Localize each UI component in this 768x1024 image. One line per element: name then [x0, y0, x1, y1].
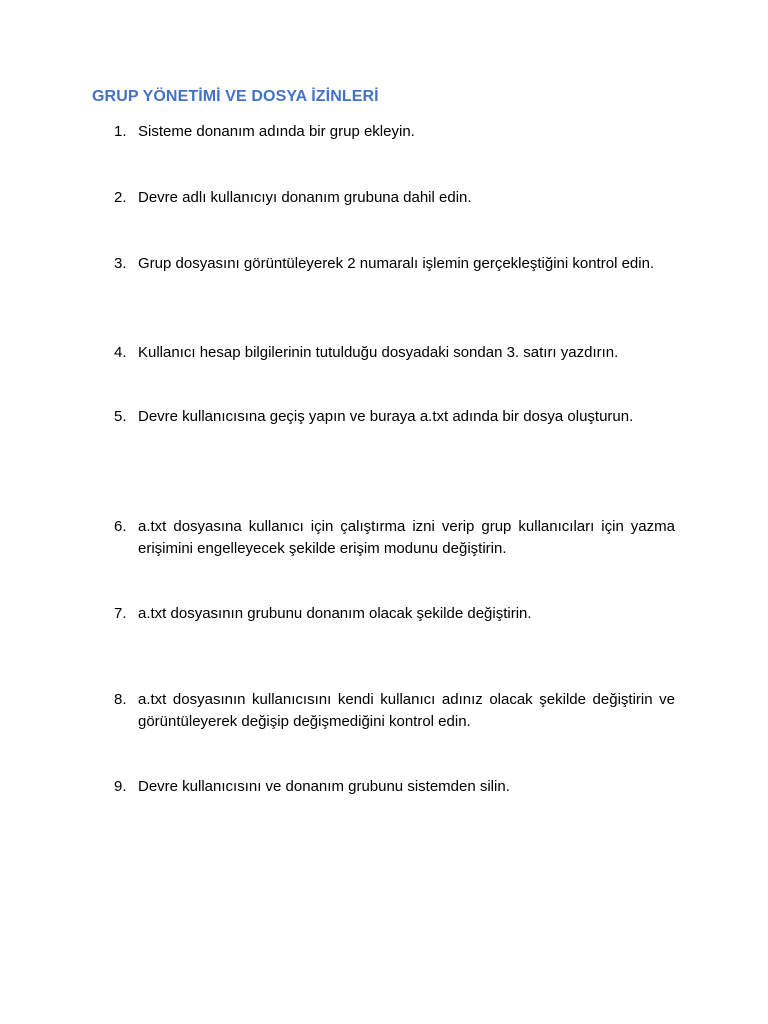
list-item-number: 2. — [114, 189, 127, 206]
list-item — [108, 187, 675, 209]
document-title: GRUP YÖNETİMİ VE DOSYA İZİNLERİ — [92, 88, 379, 105]
list-item — [108, 121, 675, 143]
list-item — [108, 406, 675, 428]
list-item-text: a.txt dosyasının grubunu donanım olacak şekilde değiştirin. — [138, 605, 532, 622]
list-item-number: 8. — [114, 691, 127, 708]
list-item-text: Devre adlı kullanıcıyı donanım grubuna dahil edin. — [138, 189, 472, 206]
list-item — [108, 253, 675, 275]
list-item-number: 9. — [114, 778, 127, 795]
list-item-number: 7. — [114, 605, 127, 622]
list-item-text: Devre kullanıcısına geçiş yapın ve buraya a.txt adında bir dosya oluşturun. — [138, 408, 634, 425]
list-item-text: Grup dosyasını görüntüleyerek 2 numaralı işlemin gerçekleştiğini kontrol edin. — [138, 255, 655, 272]
list-item-number: 6. — [114, 518, 127, 535]
list-item-text: a.txt dosyasının kullanıcısını kendi kullanıcı adınız olacak şekilde değiştirin ve görüntüleyerek değişip değişmediğini kontrol edin. — [138, 691, 675, 730]
list-item — [108, 342, 675, 364]
list-item-text: Kullanıcı hesap bilgilerinin tutulduğu dosyadaki sondan 3. satırı yazdırın. — [138, 344, 619, 361]
list-item-number: 5. — [114, 408, 127, 425]
list-item-number: 3. — [114, 255, 127, 272]
list-item-text: a.txt dosyasına kullanıcı için çalıştırma izni verip grup kullanıcıları için yazma erişimini engelleyecek şekilde erişim modunu değiştirin. — [138, 518, 675, 557]
list-item — [108, 516, 675, 560]
list-item-text: Devre kullanıcısını ve donanım grubunu sistemden silin. — [138, 778, 510, 795]
list-item — [108, 603, 675, 625]
list-item-text: Sisteme donanım adında bir grup ekleyin. — [138, 123, 415, 140]
list-item-number: 4. — [114, 344, 127, 361]
list-item-number: 1. — [114, 123, 127, 140]
list-item — [108, 689, 675, 733]
list-item — [108, 776, 675, 798]
